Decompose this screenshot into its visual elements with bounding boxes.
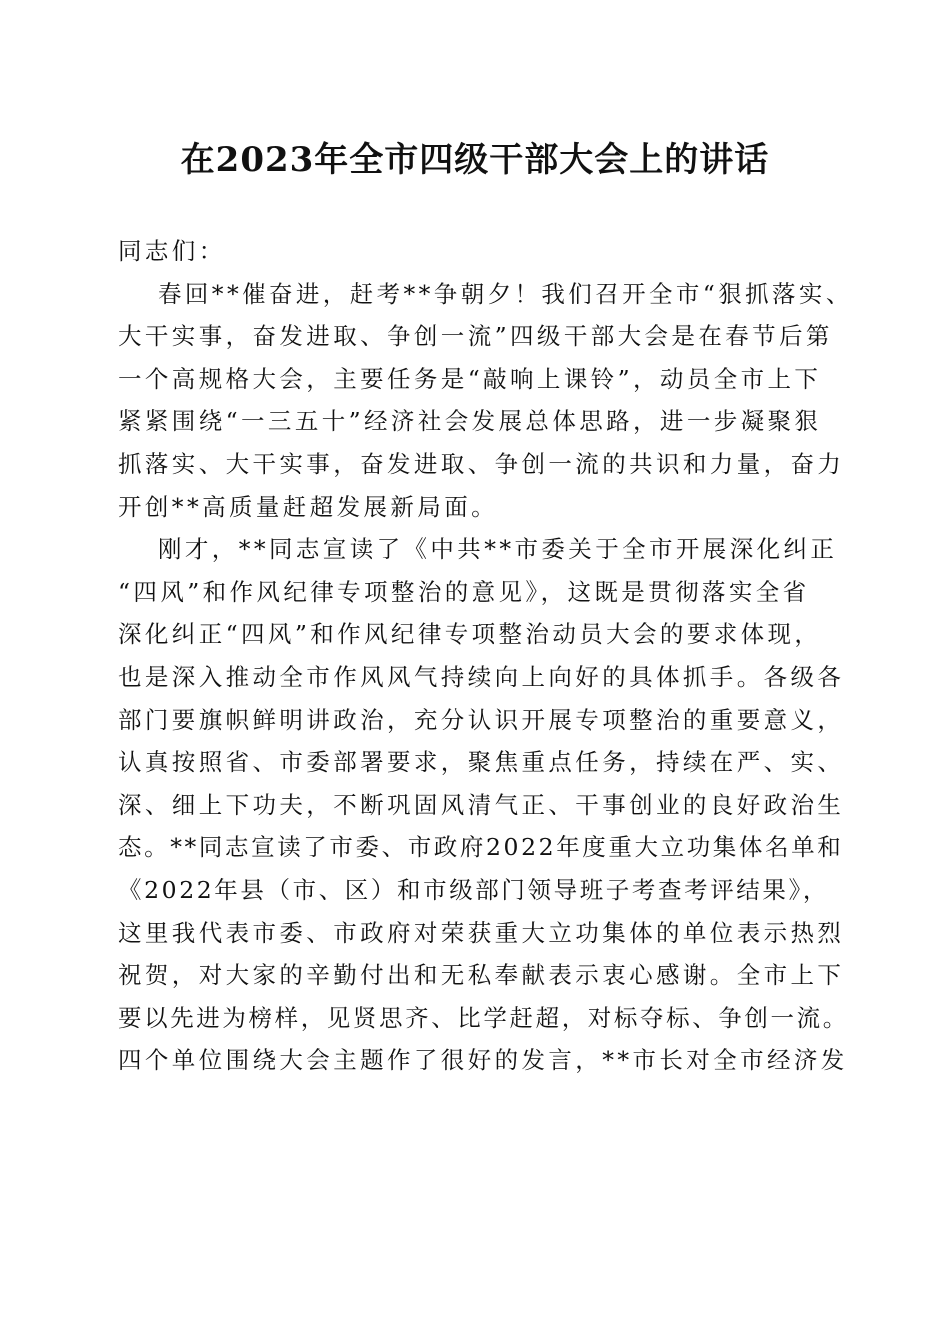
paragraph-line: 大干实事，奋发进取、争创一流”四级干部大会是在春节后第: [118, 322, 833, 351]
paragraph-line: 要以先进为榜样，见贤思齐、比学赶超，对标夺标、争创一流。: [118, 1003, 849, 1032]
paragraph-line: 《2022年县（市、区）和市级部门领导班子考查考评结果》，: [118, 875, 829, 904]
paragraph-line: 春回**催奋进，赶考**争朝夕！我们召开全市“狠抓落实、: [158, 279, 853, 308]
paragraph-line: 深、细上下功夫，不断巩固风清气正、干事创业的良好政治生: [118, 790, 845, 819]
paragraph-line: 刚才，**同志宣读了《中共**市委关于全市开展深化纠正: [158, 535, 838, 564]
paragraph-line: 抓落实、大干实事，奋发进取、争创一流的共识和力量，奋力: [118, 449, 845, 478]
document-title: 在2023年全市四级干部大会上的讲话: [180, 140, 770, 180]
paragraph-line: 祝贺，对大家的辛勤付出和无私奉献表示衷心感谢。全市上下: [118, 961, 845, 990]
paragraph-line: 这里我代表市委、市政府对荣获重大立功集体的单位表示热烈: [118, 918, 845, 947]
salutation: 同志们：: [118, 237, 226, 265]
paragraph-line: 一个高规格大会，主要任务是“敲响上课铃”，动员全市上下: [118, 364, 822, 393]
paragraph-line: 深化纠正“四风”和作风纪律专项整治动员大会的要求体现，: [118, 620, 822, 649]
paragraph-line: 也是深入推动全市作风风气持续向上向好的具体抓手。各级各: [118, 662, 845, 691]
paragraph-line: 紧紧围绕“一三五十”经济社会发展总体思路，进一步凝聚狠: [118, 407, 822, 436]
paragraph-1: [118, 273, 853, 529]
paragraph-line: 四个单位围绕大会主题作了很好的发言，**市长对全市经济发: [118, 1046, 848, 1075]
paragraph-line: “四风”和作风纪律专项整治的意见》，这既是贯彻落实全省: [118, 577, 810, 606]
paragraph-line: 开创**高质量赶超发展新局面。: [118, 492, 498, 521]
paragraph-line: 态。**同志宣读了市委、市政府2022年度重大立功集体名单和: [118, 833, 844, 862]
paragraph-line: 认真按照省、市委部署要求，聚焦重点任务，持续在严、实、: [118, 748, 845, 777]
paragraph-line: 部门要旗帜鲜明讲政治，充分认识开展专项整治的重要意义，: [118, 705, 845, 734]
document-body: [118, 230, 853, 1082]
paragraph-2: [118, 528, 849, 1082]
